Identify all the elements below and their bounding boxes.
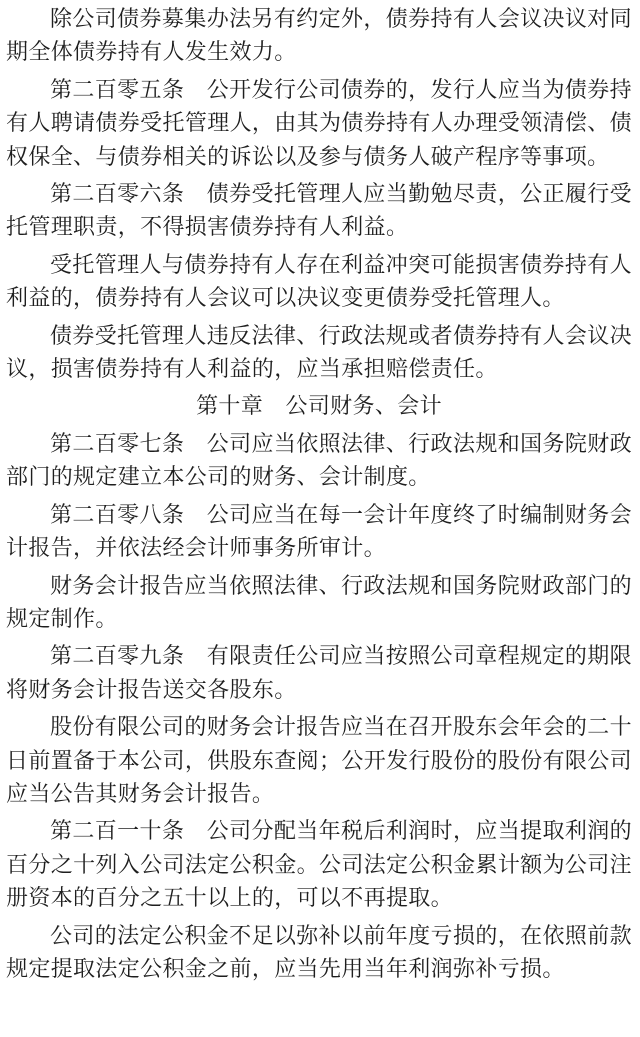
paragraph-article-210: 第二百一十条 公司分配当年税后利润时，应当提取利润的百分之十列入公司法定公积金。公司法定公积金累计额为公司注册资本的百分之五十以上的，可以不再提取。 bbox=[6, 819, 632, 912]
paragraph-bond-meeting-effect: 除公司债券募集办法另有约定外，债券持有人会议决议对同期全体债券持有人发生效力。 bbox=[6, 7, 632, 66]
paragraph-article-206: 第二百零六条 债券受托管理人应当勤勉尽责，公正履行受托管理职责，不得损害债券持有人利益。 bbox=[6, 182, 632, 241]
paragraph-reserve-deficit: 公司的法定公积金不足以弥补以前年度亏损的，在依照前款规定提取法定公积金之前，应当先用当年利润弥补亏损。 bbox=[6, 923, 632, 982]
paragraph-article-208: 第二百零八条 公司应当在每一会计年度终了时编制财务会计报告，并依法经会计师事务所审计。 bbox=[6, 502, 632, 562]
paragraph-trustee-conflict: 受托管理人与债券持有人存在利益冲突可能损害债券持有人利益的，债券持有人会议可以决议变更债券受托管理人。 bbox=[6, 252, 632, 312]
paragraph-trustee-liability: 债券受托管理人违反法律、行政法规或者债券持有人会议决议，损害债券持有人利益的，应当承担赔偿责任。 bbox=[6, 323, 632, 383]
paragraph-article-207: 第二百零七条 公司应当依照法律、行政法规和国务院财政部门的规定建立本公司的财务、会计制度。 bbox=[6, 431, 632, 491]
paragraph-report-rules: 财务会计报告应当依照法律、行政法规和国务院财政部门的规定制作。 bbox=[6, 573, 632, 632]
chapter-heading: 第十章 公司财务、会计 bbox=[196, 394, 442, 420]
paragraph-joint-stock-report: 股份有限公司的财务会计报告应当在召开股东会年会的二十日前置备于本公司，供股东查阅；公开发行股份的股份有限公司应当公告其财务会计报告。 bbox=[6, 715, 632, 807]
paragraph-article-209: 第二百零九条 有限责任公司应当按照公司章程规定的期限将财务会计报告送交各股东。 bbox=[6, 644, 632, 703]
paragraph-article-205: 第二百零五条 公开发行公司债券的，发行人应当为债券持有人聘请债券受托管理人，由其为债券持有人办理受领清偿、债权保全、与债券相关的诉讼以及参与债务人破产程序等事项。 bbox=[6, 77, 632, 170]
